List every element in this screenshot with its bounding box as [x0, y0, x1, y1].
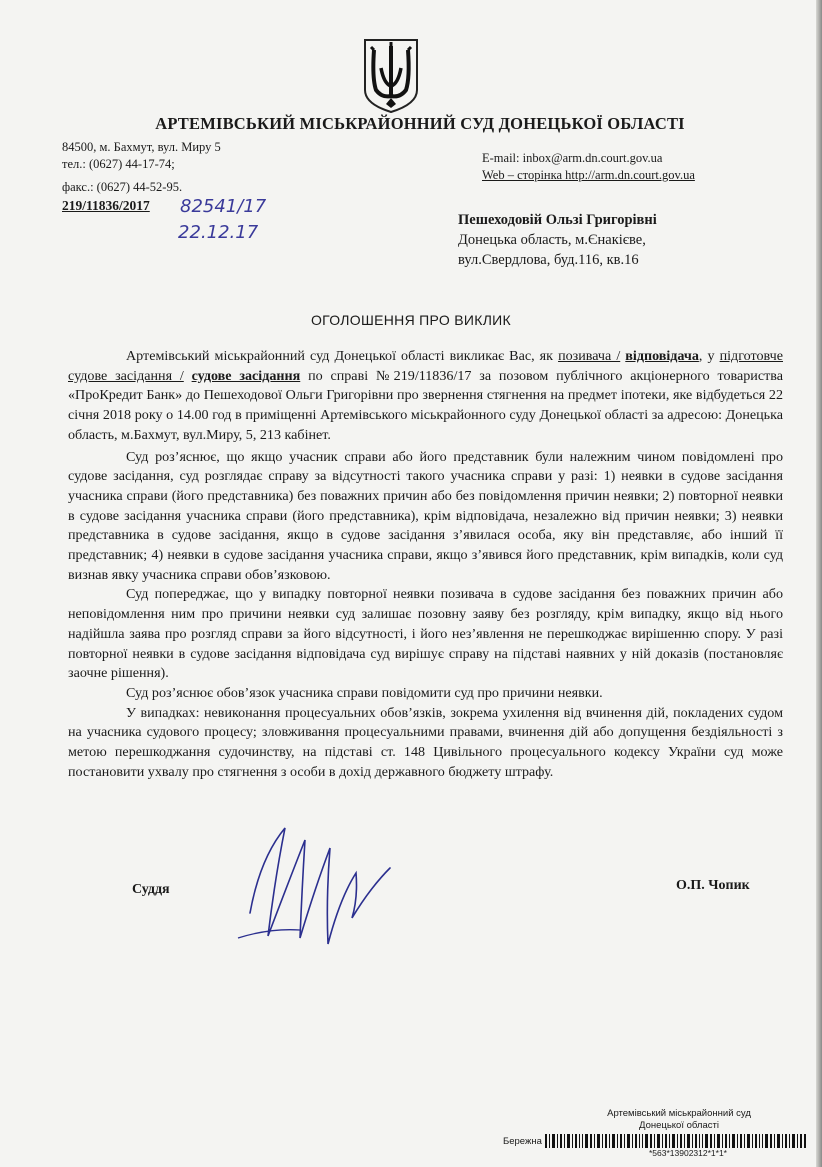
recipient-address-line2: вул.Свердлова, буд.116, кв.16 — [458, 252, 639, 268]
judge-role-label: Суддя — [132, 882, 170, 897]
court-email: E-mail: inbox@arm.dn.court.gov.ua — [482, 151, 663, 165]
hearing-court: судове засідання — [191, 367, 301, 384]
summons-text-e: по справі №219/11836/17 за позовом публічного акціонерного товариства «ПроКредит Банк» до Пешеходової Ольги Григорівни про звернення стягнення на предмет іпотеки, яке відбудеться 22 січня 2018 року о 14.00 год в приміщенні Артемівського міськрайонного суду Донецької області за адресою: Донецька область, м.Бахмут, вул.Миру, 5, 213 кабінет. — [68, 367, 783, 443]
summons-text-d — [184, 368, 192, 384]
summons-text-a: Артемівський міськрайонний суд Донецької області викликає Вас, як — [126, 348, 559, 364]
recipient-block — [458, 210, 657, 270]
handwritten-date: 22.12.17 — [178, 222, 259, 243]
judge-name: О.П. Чопик — [676, 878, 750, 893]
court-contacts-right — [482, 150, 695, 184]
paragraph-absence-rules: Суд роз’яснює, що якщо учасник справи або його представник були належним чином повідомлені про судове засідання, суд розглядає справу за відсутності такого учасника справи у разі: 1) неявки в судове засідання учасника справи (його представника) без поважних причин або без повідомлення причин неявки; 2) повторної неявки в судове засідання учасника справи (його представника), крім відповідача, незалежно від причин неявки; 3) неявки представника в судове засідання, якщо в судове засідання з’явилася особа, яку він представляє, або інший її представник; 4) неявки в судове засідання учасника справи, якщо з’явився його представник, крім випадків, коли суд визнав явку учасника справи обов’язковою. — [68, 448, 783, 583]
paragraph-penalty: У випадках: невиконання процесуальних обов’язків, зокрема ухилення від вчинення дій, покладених судом на учасника судового процесу; зловживання процесуальними правами, вчинення дій або допущення бездіяльності з метою перешкоджання судочинству, на підставі ст. 148 Цивільного процесуального кодексу України суд може постановити ухвалу про стягнення з особи в дохід державного бюджету штрафу. — [68, 704, 783, 780]
court-contacts-left — [62, 139, 221, 196]
court-address: 84500, м. Бахмут, вул. Миру 5 — [62, 140, 221, 154]
barcode — [545, 1134, 807, 1148]
registry-stamp — [584, 1108, 774, 1132]
stamp-court-line1: Артемівський міськрайонний суд — [607, 1108, 751, 1119]
page-edge-shadow — [816, 0, 822, 1167]
paragraph-summons — [68, 347, 783, 446]
document-title: ОГОЛОШЕННЯ ПРО ВИКЛИК — [310, 312, 512, 328]
handwritten-signature — [230, 818, 400, 953]
paragraph-duty-to-notify: Суд роз’яснює обов’язок учасника справи повідомити суд про причини неявки. — [126, 684, 603, 701]
role-defendant: відповідача — [625, 348, 699, 364]
case-number: 219/11836/2017 — [62, 198, 150, 213]
recipient-name: Пешеходовій Ользі Григорівні — [458, 212, 657, 228]
document-body — [68, 347, 783, 782]
role-plaintiff: позивача / — [558, 348, 621, 364]
stamp-court-line2: Донецької області — [639, 1120, 719, 1131]
handwritten-outgoing-number: 82541/17 — [180, 196, 267, 217]
barcode-number: *563*13902312*1*1* — [649, 1148, 727, 1158]
summons-text-c: , у — [698, 348, 720, 364]
court-phone: тел.: (0627) 44-17-74; — [62, 157, 175, 171]
court-website: Web – сторінка http://arm.dn.court.gov.ua — [482, 168, 695, 182]
trident-emblem-icon — [362, 38, 420, 114]
court-fax: факс.: (0627) 44-52-95. — [62, 180, 183, 194]
court-name-heading: АРТЕМІВСЬКИЙ МІСЬКРАЙОННИЙ СУД ДОНЕЦЬКОЇ ОБЛАСТІ — [155, 114, 685, 133]
recipient-address-line1: Донецька область, м.Єнакієве, — [458, 232, 646, 248]
paragraph-warning: Суд попереджає, що у випадку повторної неявки позивача в судове засідання без поважних причин або неповідомлення ним про причини неявки суд залишає позовну заяву без розгляду, крім випадку, якщо від нього надійшла заява про розгляд справи за його відсутності, і його нез’явлення не перешкоджає вирішенню спору. У разі повторної неявки в судове засідання відповідача суд вирішує справу на підставі наявних у ній доказів (постановляє заочне рішення). — [68, 586, 783, 682]
hearing-preparatory: підготовче судове засідання / — [68, 348, 783, 384]
registrar-name: Бережна — [503, 1136, 542, 1147]
